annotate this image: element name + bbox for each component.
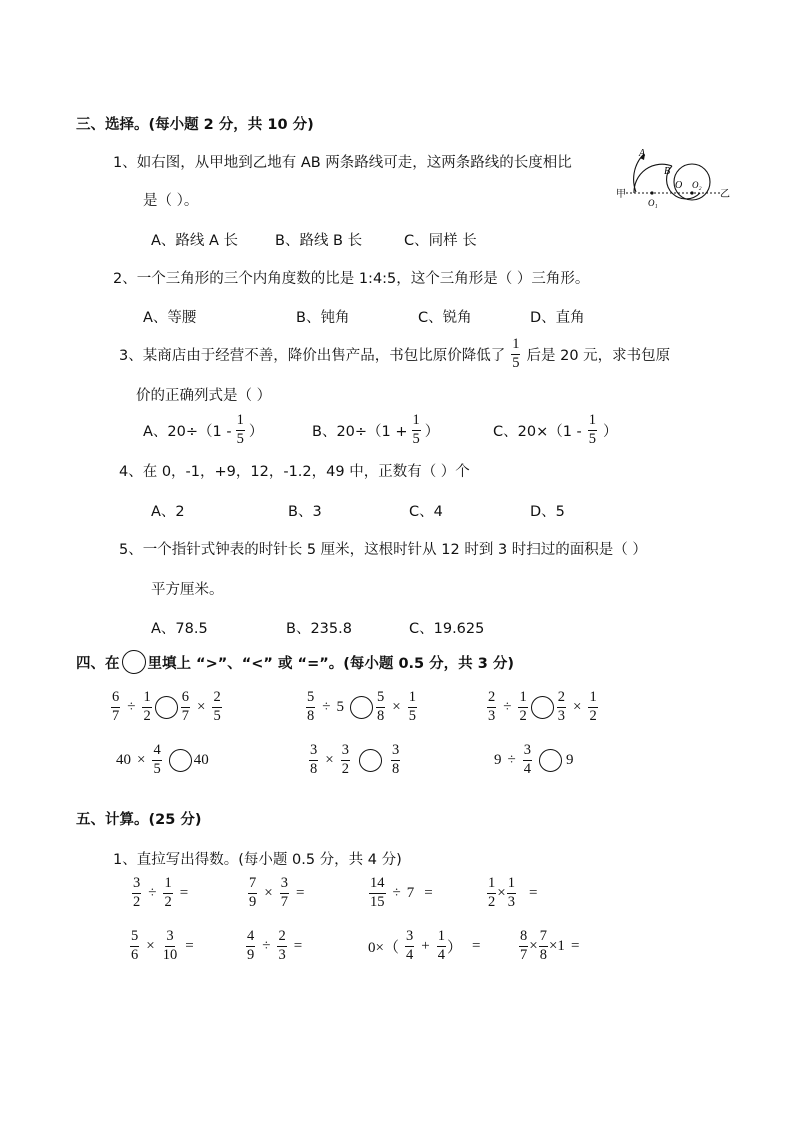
integer: 7: [406, 884, 415, 901]
integer: 5: [336, 698, 344, 715]
calc-2-1: [129, 926, 200, 966]
frac: [588, 690, 597, 723]
answer-circle[interactable]: [155, 696, 178, 719]
q4-text: 4、在 0，-1，+9，12，-1.2，49 中，正数有（ ）个: [119, 464, 470, 480]
frac: [162, 929, 179, 962]
frac: [309, 743, 318, 776]
compare-item-6: [494, 740, 573, 780]
frac-num: 1: [412, 413, 421, 430]
equals: =: [471, 937, 481, 954]
frac-num: 7: [539, 929, 548, 946]
frac-num: 6: [111, 690, 120, 707]
frac-den: 2: [164, 893, 172, 910]
operator: ÷: [127, 698, 136, 715]
answer-circle[interactable]: [169, 749, 192, 772]
q5-option-a: A、78.5: [151, 621, 208, 637]
frac-num: 1: [163, 876, 172, 893]
frac-num: 1: [588, 690, 597, 707]
frac-den: 3: [557, 707, 565, 724]
operator: ×: [196, 698, 206, 715]
calc-2-3: [368, 926, 486, 966]
frac-den: 10: [162, 946, 178, 963]
integer: 9: [494, 751, 502, 768]
frac: [519, 929, 528, 962]
frac-den: 5: [588, 430, 597, 447]
frac-den: 8: [539, 946, 547, 963]
frac: [437, 929, 446, 962]
q2-option-d: D、直角: [530, 310, 585, 326]
frac-num: 1: [408, 690, 417, 707]
operator: ×: [137, 751, 146, 768]
frac: [518, 690, 527, 723]
frac-num: 1: [487, 876, 496, 893]
equals: =: [424, 884, 433, 901]
equals: =: [185, 937, 194, 954]
q3-option-b: [312, 412, 439, 448]
frac-den: 2: [133, 893, 141, 910]
frac: [212, 690, 221, 723]
frac-den: 7: [181, 707, 189, 724]
q1-option-b: B、路线 B 长: [275, 233, 363, 249]
calc-1-4: [486, 873, 543, 913]
operator: +: [421, 937, 430, 954]
fig-label-o2: O₂: [692, 180, 702, 190]
frac-den: 8: [376, 707, 385, 724]
suffix: ）: [446, 939, 462, 956]
frac: [163, 876, 172, 909]
q3-opt-c-pre: C、20×（1 -: [493, 423, 582, 440]
q4-option-d: D、5: [530, 504, 565, 520]
frac-num: 2: [212, 690, 221, 707]
q3-opt-a-pre: A、20÷（1 -: [143, 423, 232, 440]
frac-num: 1: [518, 690, 527, 707]
q3-frac-den: 5: [512, 354, 520, 371]
q3-line1-post: 后是 20 元，求书包原: [526, 347, 671, 364]
q3-frac-num: 1: [511, 337, 520, 354]
frac: [248, 876, 257, 909]
frac-num: 3: [523, 743, 532, 760]
route-diagram: [612, 146, 732, 212]
fig-label-end: 乙: [720, 189, 730, 200]
frac-num: 14: [369, 876, 386, 893]
q5-line2: 平方厘米。: [151, 582, 224, 598]
operator: ÷: [503, 698, 512, 715]
frac: [246, 929, 255, 962]
frac-num: 1: [142, 690, 151, 707]
frac-num: 6: [181, 690, 190, 707]
frac: [391, 743, 400, 776]
q3-opt-a-frac: [236, 413, 245, 446]
compare-item-3: [486, 687, 599, 727]
frac-den: 8: [307, 707, 315, 724]
q4-option-a: A、2: [151, 504, 185, 520]
calc-2-2: [245, 926, 308, 966]
q5-line1: 5、一个指针式钟表的时针长 5 厘米，这根时针从 12 时到 3 时扫过的面积是（ ）: [119, 542, 647, 558]
frac-num: 7: [248, 876, 257, 893]
q2-option-a: A、等腰: [143, 310, 197, 326]
frac-den: 5: [153, 760, 161, 777]
equals: =: [295, 884, 305, 901]
frac: [557, 690, 566, 723]
equals: =: [179, 884, 189, 901]
frac-num: 3: [280, 876, 289, 893]
frac: [369, 876, 386, 909]
q3-opt-b-post: ）: [424, 423, 440, 440]
frac: [306, 690, 315, 723]
frac-den: 4: [523, 760, 531, 777]
compare-item-4: [116, 740, 209, 780]
frac-den: 5: [408, 707, 416, 724]
integer: 40: [116, 751, 131, 768]
frac-den: 2: [589, 707, 597, 724]
frac-num: 2: [487, 690, 496, 707]
q3-line2: 价的正确列式是（ ）: [136, 388, 272, 404]
frac-den: 5: [236, 430, 244, 447]
q4-option-b: B、3: [288, 504, 322, 520]
frac-num: 1: [437, 929, 446, 946]
frac-den: 15: [370, 893, 385, 910]
frac-num: 5: [376, 690, 385, 707]
operator: ×: [529, 937, 538, 954]
frac: [277, 929, 286, 962]
q3-option-a: [143, 412, 263, 448]
frac-num: 1: [236, 413, 245, 430]
equals: =: [570, 937, 580, 954]
frac-den: 4: [405, 946, 414, 963]
calc-2-4: [518, 926, 585, 966]
frac-num: 2: [557, 690, 566, 707]
frac: [507, 876, 516, 909]
answer-circle[interactable]: [531, 696, 554, 719]
q3-line1: [119, 336, 670, 372]
frac-den: 2: [143, 707, 151, 724]
q2-option-c: C、锐角: [418, 310, 472, 326]
frac: [523, 743, 532, 776]
blank-circle-icon: [122, 650, 146, 674]
frac-den: 5: [213, 707, 221, 724]
integer: 9: [565, 751, 574, 768]
q3-opt-c-post: ）: [603, 423, 618, 440]
q1-line1: 1、如右图，从甲地到乙地有 AB 两条路线可走，这两条路线的长度相比: [113, 155, 572, 171]
q3-opt-b-frac: [412, 413, 421, 446]
operator: ×: [572, 698, 582, 715]
frac-den: 3: [278, 946, 286, 963]
operator: ÷: [262, 937, 271, 954]
q3-line1-pre: 3、某商店由于经营不善，降价出售产品，书包比原价降低了: [119, 347, 506, 364]
q5-option-b: B、235.8: [286, 621, 352, 637]
frac-num: 3: [165, 929, 174, 946]
frac-den: 7: [112, 707, 120, 724]
answer-circle[interactable]: [350, 696, 373, 719]
calc-1-2: [247, 873, 310, 913]
operator: ÷: [392, 884, 401, 901]
frac: [408, 690, 417, 723]
operator: ×: [392, 698, 401, 715]
frac-den: 9: [249, 893, 257, 910]
frac-den: 2: [519, 707, 527, 724]
q2-option-b: B、钝角: [296, 310, 350, 326]
compare-item-2: [305, 687, 418, 727]
q3-option-c: [493, 412, 618, 448]
frac-den: 9: [247, 946, 255, 963]
fig-label-a: A: [639, 148, 646, 159]
frac-den: 3: [507, 893, 515, 910]
section3-title: 三、选择。(每小题 2 分，共 10 分): [76, 117, 314, 133]
frac: [132, 876, 141, 909]
operator: ÷: [148, 884, 157, 901]
tail: ×1: [548, 937, 565, 954]
answer-circle[interactable]: [359, 749, 382, 772]
frac-den: 7: [520, 946, 528, 963]
q3-fraction: [511, 337, 520, 370]
frac-num: 3: [132, 876, 141, 893]
q4-option-c: C、4: [409, 504, 443, 520]
q1-line2: 是（ ）。: [143, 193, 199, 209]
fig-label-o: O: [675, 180, 683, 191]
operator: ×: [264, 884, 273, 901]
frac: [130, 929, 139, 962]
equals: =: [528, 884, 538, 901]
frac-den: 7: [280, 893, 288, 910]
frac-num: 8: [519, 929, 528, 946]
frac-num: 3: [405, 929, 414, 946]
frac: [280, 876, 289, 909]
q5-option-c: C、19.625: [409, 621, 485, 637]
q1-option-c: C、同样 长: [404, 233, 477, 249]
fig-label-b: B: [664, 166, 671, 177]
compare-item-5: [308, 740, 401, 780]
section4-title-pre: 四、在: [76, 655, 120, 672]
frac: [341, 743, 350, 776]
frac-num: 2: [277, 929, 286, 946]
frac: [539, 929, 548, 962]
section5-sub1: 1、直拉写出得数。(每小题 0.5 分，共 4 分): [113, 852, 402, 868]
frac-num: 4: [152, 743, 161, 760]
calc-1-1: [131, 873, 194, 913]
operator: ÷: [322, 698, 331, 715]
frac-num: 3: [309, 743, 318, 760]
frac-den: 3: [488, 707, 496, 724]
frac-den: 2: [341, 760, 349, 777]
fig-label-start: 甲: [616, 189, 626, 200]
section5-title: 五、计算。(25 分): [76, 812, 202, 828]
prefix: 0×（: [368, 939, 399, 956]
frac-num: 5: [130, 929, 139, 946]
equals: =: [293, 937, 303, 954]
q1-option-a: A、路线 A 长: [151, 233, 239, 249]
frac-den: 8: [310, 760, 318, 777]
frac-den: 8: [391, 760, 400, 777]
frac: [376, 690, 385, 723]
frac: [111, 690, 120, 723]
frac-num: 1: [507, 876, 516, 893]
frac-num: 3: [391, 743, 400, 760]
frac-den: 4: [437, 946, 445, 963]
frac: [487, 690, 496, 723]
frac: [181, 690, 190, 723]
frac: [405, 929, 414, 962]
frac-num: 5: [306, 690, 315, 707]
frac: [142, 690, 151, 723]
operator: ×: [146, 937, 155, 954]
compare-item-1: [110, 687, 223, 727]
frac-num: 1: [588, 413, 597, 430]
q3-opt-b-pre: B、20÷（1 +: [312, 423, 408, 440]
q2-text: 2、一个三角形的三个内角度数的比是 1:4:5，这个三角形是（ ）三角形。: [113, 271, 590, 287]
frac: [152, 743, 161, 776]
operator: ÷: [507, 751, 516, 768]
section4-title: [76, 649, 514, 675]
calc-1-3: [368, 873, 439, 913]
frac: [487, 876, 496, 909]
answer-circle[interactable]: [539, 749, 562, 772]
integer: 40: [193, 751, 209, 768]
q3-opt-c-frac: [588, 413, 597, 446]
frac-num: 4: [246, 929, 255, 946]
q3-opt-a-post: ）: [248, 423, 264, 440]
operator: ×: [497, 884, 506, 901]
frac-den: 2: [488, 893, 496, 910]
frac-den: 5: [412, 430, 420, 447]
fig-label-o1: O₁: [648, 198, 658, 208]
operator: ×: [325, 751, 334, 768]
frac-den: 6: [131, 946, 139, 963]
section4-title-post: 里填上 “>”、“<” 或 “=”。(每小题 0.5 分，共 3 分): [147, 655, 514, 672]
frac-num: 3: [341, 743, 350, 760]
